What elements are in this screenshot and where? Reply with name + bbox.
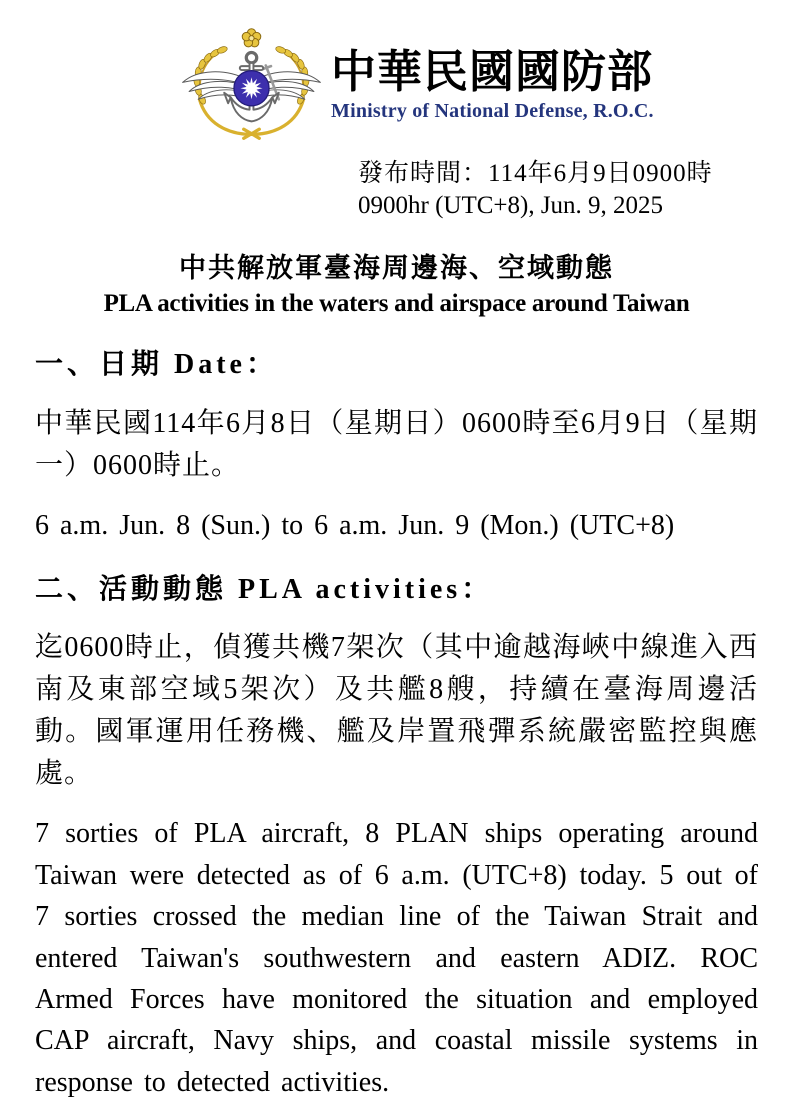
- org-name-zh: 中華民國國防部: [331, 46, 654, 97]
- org-name-en: Ministry of National Defense, R.O.C.: [331, 100, 654, 123]
- date-paragraph-zh: 中華民國114年6月8日（星期日）0600時至6月9日（星期一）0600時止。: [35, 407, 758, 481]
- date-paragraph-en: 6 a.m. Jun. 8 (Sun.) to 6 a.m. Jun. 9 (Mon.) (UTC+8): [35, 509, 675, 541]
- release-time-block: [358, 158, 793, 222]
- section-heading-date: 一、日期 Date：: [35, 349, 278, 381]
- activities-paragraph-zh: 迄0600時止，偵獲共機7架次（其中逾越海峽中線進入西南及東部空域5架次）及共艦8艘，持續在臺海周邊活動。國軍運用任務機、艦及岸置飛彈系統嚴密監控與應處。: [35, 632, 758, 790]
- document-title-en: PLA activities in the waters and airspace around Taiwan: [103, 290, 690, 318]
- document-title-zh: 中共解放軍臺海周邊海、空域動態: [179, 253, 614, 283]
- document-title: [0, 250, 793, 321]
- brand-text: [331, 47, 654, 124]
- section-heading-activities: 二、活動動態 PLA activities：: [35, 574, 494, 606]
- release-time-zh: 發布時間：114年6月9日0900時: [358, 160, 713, 187]
- header: [0, 0, 793, 144]
- mnd-roc-emblem-icon: [180, 26, 323, 144]
- release-time-en: 0900hr (UTC+8), Jun. 9, 2025: [358, 192, 664, 219]
- activities-paragraph-en: 7 sorties of PLA aircraft, 8 PLAN ships operating around Taiwan were detected as of 6 a.m. (UTC+8) today. 5 out of 7 sorties crossed the median line of the Taiwan Strait and entered Taiwan's southwestern and eastern ADIZ. ROC Armed Forces have monitored the situation and employed CAP aircraft, Navy ships, and coastal missile systems in response to detected activities.: [35, 818, 758, 1098]
